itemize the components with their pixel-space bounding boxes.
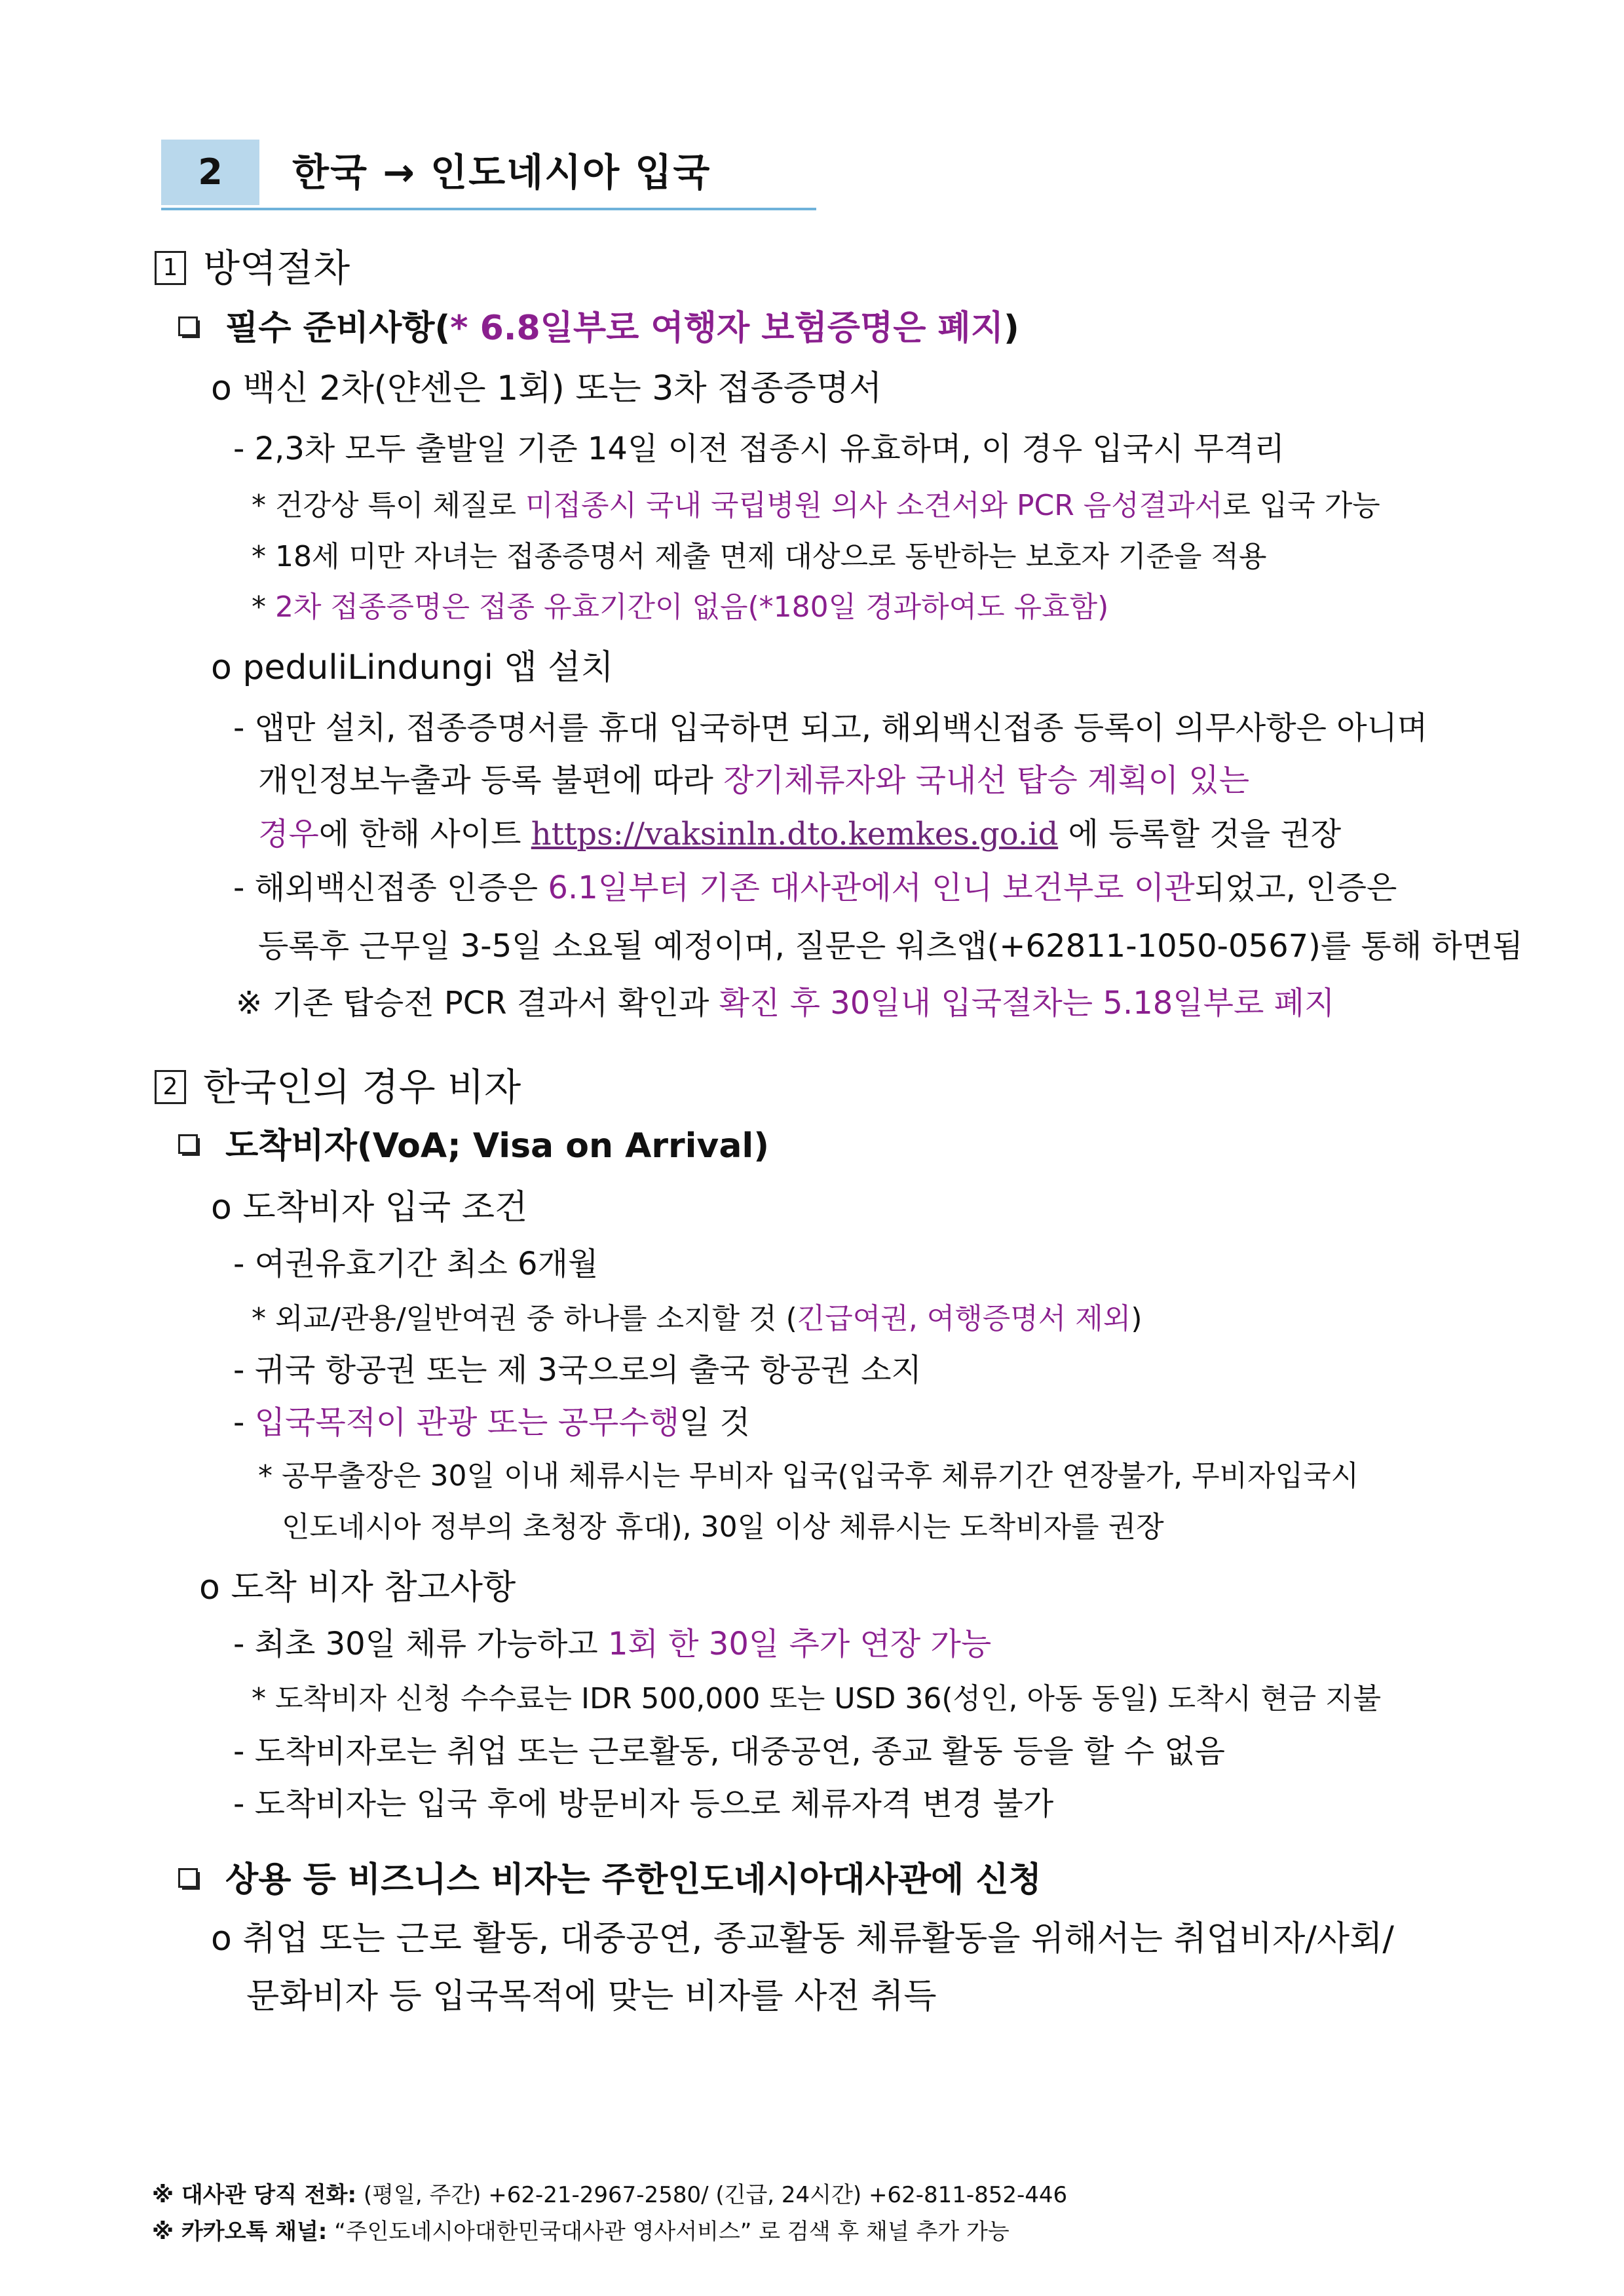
vaccine-note-exemption: * 건강상 특이 체질로 미접종시 국내 국립병원 의사 소견서와 PCR 음성결과서로 입국 가능 <box>252 489 1380 522</box>
voa-cond-passport-note: * 외교/관용/일반여권 중 하나를 소지할 것 (긴급여권, 여행증명서 제외) <box>252 1302 1142 1335</box>
app-install-line3: 경우에 한해 사이트 https://vaksinln.dto.kemkes.go.id 에 등록할 것을 권장 <box>258 816 1342 852</box>
voa-conditions: o 도착비자 입국 조건 <box>211 1188 528 1227</box>
cert-transfer-line1: - 해외백신접종 인증은 6.1일부터 기존 대사관에서 인니 보건부로 이관되었고, 인증은 <box>233 870 1397 906</box>
part1-heading <box>155 237 350 292</box>
part2-number-box: 2 <box>155 1070 186 1104</box>
section-title: 한국 → 인도네시아 입국 <box>292 150 711 195</box>
voa-ref-no-work: - 도착비자로는 취업 또는 근로활동, 대중공연, 종교 활동 등을 할 수 없음 <box>233 1733 1225 1770</box>
cert-transfer-line2: 등록후 근무일 3-5일 소요될 예정이며, 질문은 워츠앱(+62811-1050-0567)를 통해 하면됨 <box>258 928 1523 965</box>
app-install-item: o peduliLindungi 앱 설치 <box>211 648 614 687</box>
voa-cond-ticket: - 귀국 항공권 또는 제 3국으로의 출국 항공권 소지 <box>233 1352 922 1388</box>
vaccine-note-validity: * 2차 접종증명은 접종 유효기간이 없음(*180일 경과하여도 유효함) <box>252 590 1109 624</box>
part1-subheading: 필수 준비사항(* 6.8일부로 여행자 보험증명은 폐지) <box>178 300 1019 349</box>
app-install-line1: - 앱만 설치, 접종증명서를 휴대 입국하면 되고, 해외백신접종 등록이 의무사항은 아니며 <box>233 710 1428 746</box>
voa-ref-fee: * 도착비자 신청 수수료는 IDR 500,000 또는 USD 36(성인, 아동 동일) 도착시 현금 지불 <box>252 1682 1382 1715</box>
voa-ref-no-change: - 도착비자는 입국 후에 방문비자 등으로 체류자격 변경 불가 <box>233 1786 1054 1822</box>
business-visa-line2: 문화비자 등 입국목적에 맞는 비자를 사전 취득 <box>246 1977 937 2016</box>
vaccine-note-minors: * 18세 미만 자녀는 접종증명서 제출 면제 대상으로 동반하는 보호자 기준을 적용 <box>252 540 1267 573</box>
checkbox-bullet-icon <box>178 316 198 336</box>
checkbox-bullet-icon <box>178 1868 198 1888</box>
footer-phone: ※ 대사관 당직 전화: (평일, 주간) +62-21-2967-2580/ (긴급, 24시간) +62-811-852-446 <box>152 2182 1068 2208</box>
part1-title: 방역절차 <box>203 246 350 290</box>
part2-heading <box>155 1056 521 1111</box>
vaccine-validity: - 2,3차 모두 출발일 기준 14일 이전 접종시 유효하며, 이 경우 입국시 무격리 <box>233 430 1285 467</box>
business-visa-subheading: 상용 등 비즈니스 비자는 주한인도네시아대사관에 신청 <box>178 1852 1042 1901</box>
section-header <box>161 140 816 213</box>
vaccine-item: o 백신 2차(얀센은 1회) 또는 3차 접종증명서 <box>211 369 882 408</box>
section-underline <box>161 208 816 210</box>
part1-number-box: 1 <box>155 251 186 285</box>
voa-cond-official-note-l1: * 공무출장은 30일 이내 체류시는 무비자 입국(입국후 체류기간 연장불가, 무비자입국시 <box>258 1459 1359 1493</box>
checkbox-bullet-icon <box>178 1134 198 1154</box>
section-number: 2 <box>198 151 223 193</box>
voa-subheading: 도착비자(VoA; Visa on Arrival) <box>178 1118 769 1167</box>
voa-cond-passport: - 여권유효기간 최소 6개월 <box>233 1246 599 1282</box>
app-install-line2: 개인정보누출과 등록 불편에 따라 장기체류자와 국내선 탑승 계획이 있는 <box>258 762 1250 799</box>
pcr-abolished-note: ※ 기존 탑승전 PCR 결과서 확인과 확진 후 30일내 입국절차는 5.18일부로 폐지 <box>236 985 1335 1022</box>
footer-kakao: ※ 카카오톡 채널: “주인도네시아대한민국대사관 영사서비스” 로 검색 후 채널 추가 가능 <box>152 2219 1010 2245</box>
part2-title: 한국인의 경우 비자 <box>203 1065 521 1109</box>
voa-cond-purpose: - 입국목적이 관광 또는 공무수행일 것 <box>233 1404 751 1441</box>
vaksin-site-link[interactable]: https://vaksinln.dto.kemkes.go.id <box>531 816 1059 852</box>
business-visa-line1: o 취업 또는 근로 활동, 대중공연, 종교활동 체류활동을 위해서는 취업비자/사회/ <box>211 1919 1394 1959</box>
voa-reference: o 도착 비자 참고사항 <box>199 1568 516 1607</box>
voa-cond-official-note-l2: 인도네시아 정부의 초청장 휴대), 30일 이상 체류시는 도착비자를 권장 <box>282 1510 1164 1544</box>
voa-ref-stay: - 최초 30일 체류 가능하고 1회 한 30일 추가 연장 가능 <box>233 1626 992 1662</box>
